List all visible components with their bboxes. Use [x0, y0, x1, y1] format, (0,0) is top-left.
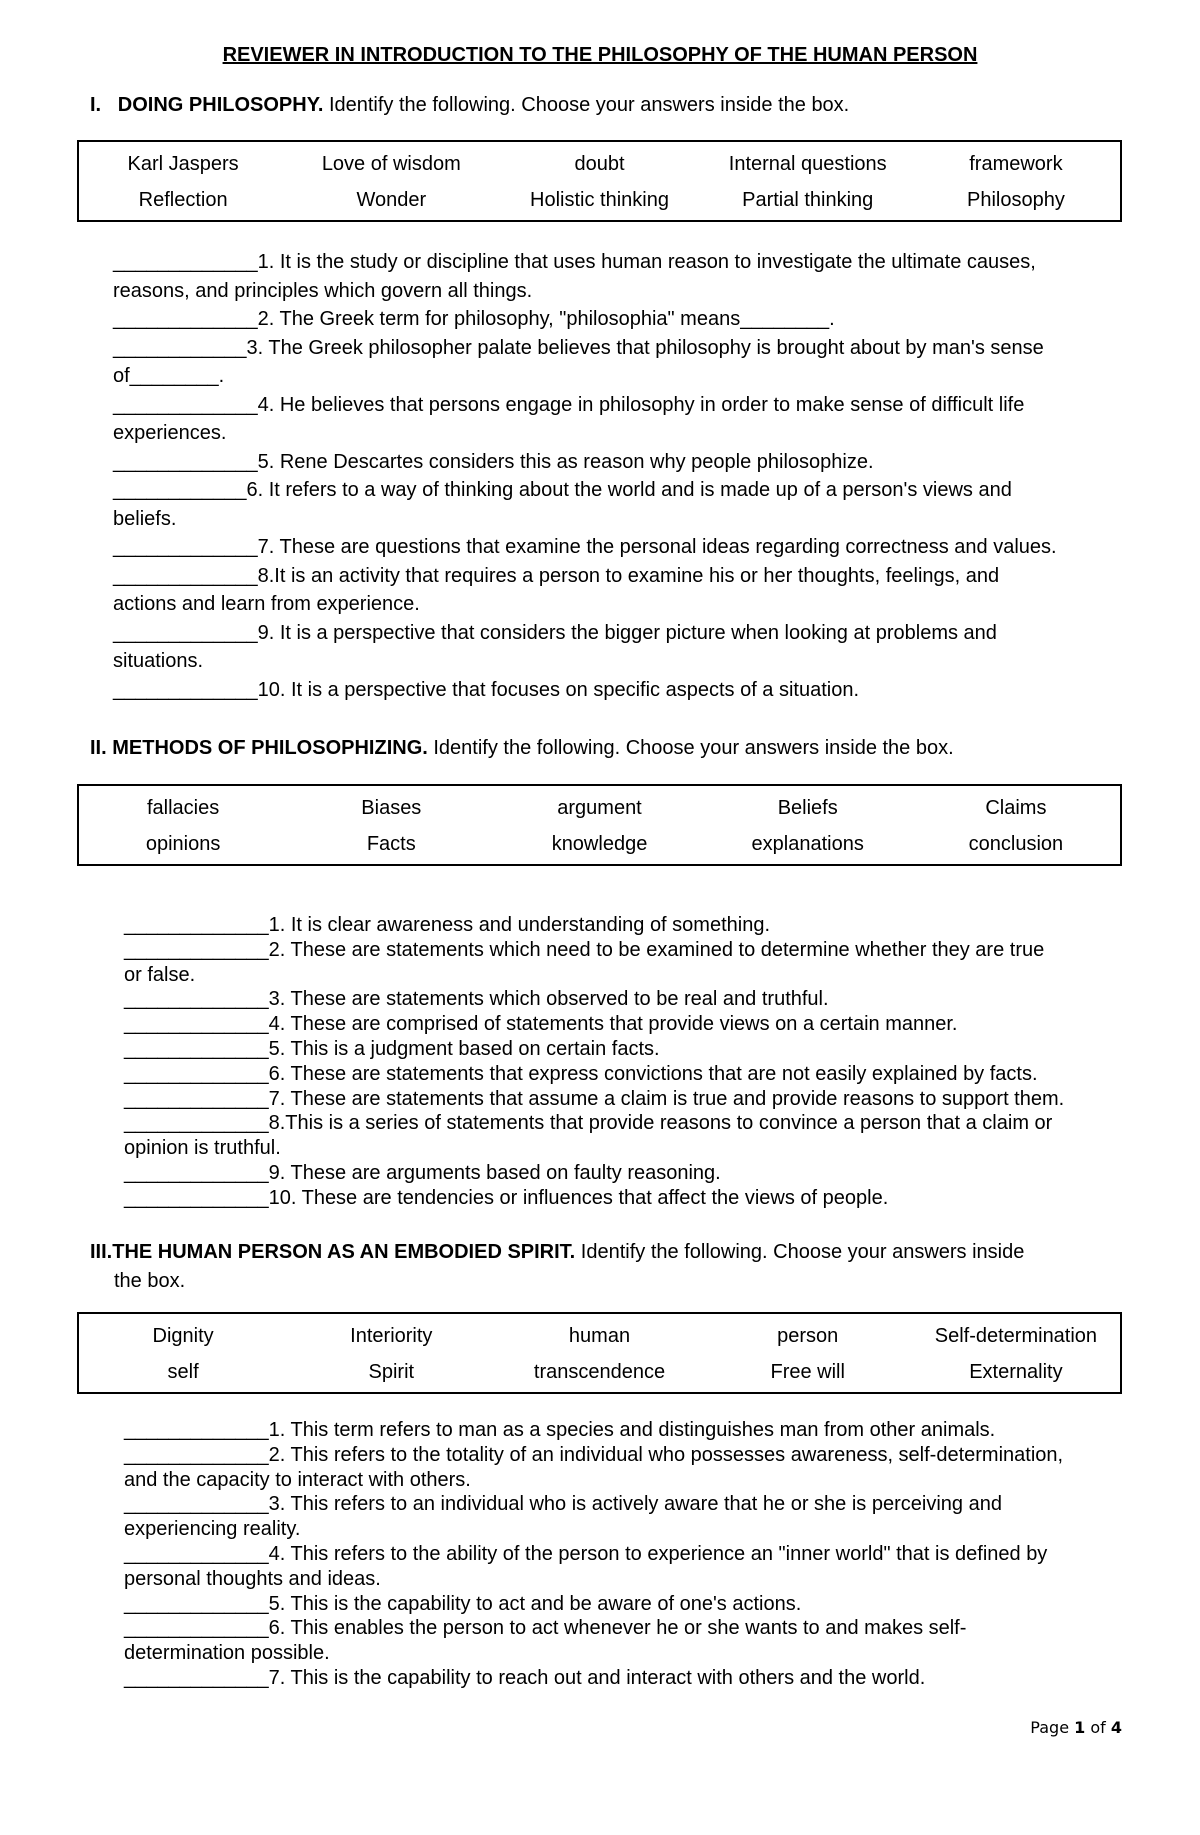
- question-line: situations.: [113, 650, 204, 672]
- choice-item: Free will: [770, 1360, 845, 1383]
- section-3-title: THE HUMAN PERSON AS AN EMBODIED SPIRIT.: [112, 1241, 576, 1263]
- question-line: _____________9. It is a perspective that considers the bigger picture when looking at problems and: [113, 621, 997, 644]
- section-3-choice-box: [77, 1312, 1122, 1394]
- choice-item: Self-determination: [934, 1324, 1098, 1347]
- question-line: determination possible.: [124, 1642, 330, 1665]
- section-2-title: METHODS OF PHILOSOPHIZING.: [112, 737, 428, 759]
- choice-item: Karl Jaspers: [127, 152, 239, 175]
- question-line: _____________2. These are statements which need to be examined to determine whether they are true: [124, 938, 1045, 961]
- choice-item: Holistic thinking: [530, 188, 669, 211]
- question-line: _____________6. These are statements that express convictions that are not easily explained by facts.: [124, 1062, 1038, 1085]
- section-3-number: III.: [90, 1241, 113, 1263]
- choice-item: conclusion: [968, 832, 1064, 855]
- section-1-choice-box: [77, 140, 1122, 222]
- question-line: ____________6. It refers to a way of thinking about the world and is made up of a person's views and: [113, 479, 1012, 501]
- choice-row: [79, 826, 1120, 862]
- question-line: _____________2. The Greek term for philosophy, "philosophia" means________.: [113, 308, 835, 330]
- section-1-questions: [113, 248, 1163, 704]
- question-line: _____________7. These are statements that assume a claim is true and provide reasons to support them.: [124, 1087, 1065, 1110]
- document-title: REVIEWER IN INTRODUCTION TO THE PHILOSOPHY OF THE HUMAN PERSON: [222, 44, 978, 66]
- question-line: _____________4. These are comprised of statements that provide views on a certain manner.: [124, 1013, 958, 1036]
- section-2-instruction: Identify the following. Choose your answers inside the box.: [427, 737, 954, 759]
- question-line: _____________5. Rene Descartes considers this as reason why people philosophize.: [113, 450, 874, 473]
- choice-item: Dignity: [152, 1324, 214, 1347]
- choice-row: [79, 790, 1120, 826]
- question-line: _____________4. This refers to the ability of the person to experience an "inner world" that is defined by: [124, 1542, 1048, 1565]
- choice-item: Wonder: [356, 188, 427, 211]
- choice-item: Beliefs: [777, 796, 838, 819]
- choice-item: Interiority: [350, 1324, 433, 1347]
- question-line: _____________7. These are questions that examine the personal ideas regarding correctness and values.: [113, 536, 1057, 558]
- question-line: _____________8.It is an activity that requires a person to examine his or her thoughts, feelings, and: [113, 564, 1000, 587]
- page-number: 1: [1074, 1718, 1086, 1737]
- choice-item: Internal questions: [728, 152, 887, 175]
- choice-item: framework: [969, 152, 1063, 175]
- choice-row: [79, 182, 1120, 218]
- choice-item: transcendence: [533, 1360, 666, 1383]
- question-line: _____________10. These are tendencies or influences that affect the views of people.: [124, 1186, 889, 1209]
- question-line: _____________1. This term refers to man as a species and distinguishes man from other animals.: [124, 1419, 996, 1441]
- choice-item: argument: [557, 796, 642, 819]
- question-line: or false.: [124, 963, 196, 986]
- question-line: actions and learn from experience.: [113, 593, 420, 615]
- question-line: of________.: [113, 365, 225, 387]
- choice-item: opinions: [145, 832, 221, 855]
- choice-item: Love of wisdom: [321, 152, 461, 175]
- question-line: personal thoughts and ideas.: [124, 1567, 381, 1590]
- section-2-number: II.: [90, 737, 107, 759]
- choice-item: doubt: [574, 152, 625, 175]
- question-line: _____________8.This is a series of statements that provide reasons to convince a person that a claim or: [124, 1112, 1053, 1135]
- choice-item: Spirit: [368, 1360, 415, 1383]
- question-line: _____________1. It is clear awareness and understanding of something.: [124, 914, 771, 936]
- question-line: _____________7. This is the capability to reach out and interact with others and the world.: [124, 1666, 926, 1689]
- section-1-instruction: Identify the following. Choose your answers inside the box.: [323, 94, 850, 116]
- question-line: experiencing reality.: [124, 1518, 301, 1541]
- question-line: experiences.: [113, 422, 227, 444]
- section-3-heading: [90, 1238, 1130, 1296]
- choice-item: Externality: [969, 1360, 1063, 1383]
- question-line: _____________10. It is a perspective that focuses on specific aspects of a situation.: [113, 678, 860, 701]
- choice-item: fallacies: [146, 796, 220, 819]
- choice-item: human: [568, 1324, 631, 1347]
- section-2-choice-box: [77, 784, 1122, 866]
- question-line: and the capacity to interact with others.: [124, 1468, 471, 1491]
- choice-item: self: [167, 1360, 199, 1383]
- question-line: reasons, and principles which govern all things.: [113, 279, 533, 302]
- choice-item: explanations: [751, 832, 864, 855]
- question-line: _____________3. This refers to an individual who is actively aware that he or she is perceiving and: [124, 1493, 1002, 1516]
- choice-item: person: [777, 1324, 839, 1347]
- choice-item: Claims: [985, 796, 1047, 819]
- choice-item: knowledge: [551, 832, 648, 855]
- choice-item: Facts: [366, 832, 416, 855]
- choice-row: [79, 146, 1120, 182]
- question-line: ____________3. The Greek philosopher palate believes that philosophy is brought about by man's sense: [113, 336, 1044, 359]
- question-line: _____________5. This is a judgment based on certain facts.: [124, 1037, 660, 1060]
- question-line: _____________2. This refers to the totality of an individual who possesses awareness, self-determination,: [124, 1443, 1064, 1466]
- choice-item: Reflection: [138, 188, 228, 211]
- question-line: _____________6. This enables the person to act whenever he or she wants to and makes self-: [124, 1617, 967, 1640]
- question-line: _____________1. It is the study or discipline that uses human reason to investigate the ultimate causes,: [113, 251, 1036, 273]
- section-2-questions: [124, 913, 1174, 1211]
- section-3-questions: [124, 1418, 1174, 1691]
- section-3-instruction-cont: the box.: [114, 1270, 186, 1292]
- question-line: _____________9. These are arguments based on faulty reasoning.: [124, 1161, 721, 1184]
- question-line: _____________4. He believes that persons engage in philosophy in order to make sense of difficult life: [113, 393, 1025, 416]
- choice-item: Partial thinking: [742, 188, 874, 211]
- section-1-number: I.: [90, 94, 102, 116]
- page-footer: [1030, 1718, 1122, 1737]
- page-label: Page: [1030, 1718, 1075, 1737]
- section-2-heading: [90, 734, 1130, 763]
- section-1-title: DOING PHILOSOPHY.: [117, 94, 324, 116]
- question-line: _____________5. This is the capability to act and be aware of one's actions.: [124, 1592, 802, 1615]
- choice-row: [79, 1318, 1120, 1354]
- section-1-heading: [90, 91, 1130, 120]
- question-line: beliefs.: [113, 507, 177, 530]
- choice-item: Philosophy: [966, 188, 1065, 211]
- section-3-instruction: Identify the following. Choose your answers inside: [575, 1241, 1025, 1263]
- question-line: opinion is truthful.: [124, 1137, 281, 1160]
- choice-row: [79, 1354, 1120, 1390]
- page-total: 4: [1110, 1718, 1122, 1737]
- choice-item: Biases: [361, 796, 422, 819]
- question-line: _____________3. These are statements which observed to be real and truthful.: [124, 988, 829, 1011]
- page-of-label: of: [1085, 1718, 1111, 1737]
